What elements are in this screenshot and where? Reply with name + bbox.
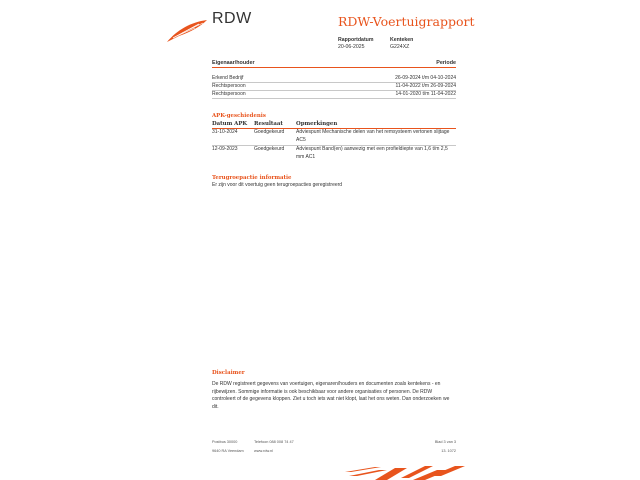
owner-name: Rechtspersoon <box>212 91 246 97</box>
footer-phone: Telefoon 088 008 74 47 <box>254 440 294 444</box>
owner-period: 26-09-2024 t/m 04-10-2024 <box>395 75 456 81</box>
disclaimer-text: De RDW registreert gegevens van voertuigen, eigenaren/houders en documenten zoals kentekens - en rijbewijzen. Sommige informatie is ook beschikbaar voor andere organisaties of personen. De RDW controleert of de gegevens kloppen. Ziet u toch iets wat niet klopt, laat het ons weten. Dan onderzoeken we dit. <box>212 381 450 410</box>
period-column-header: Periode <box>436 60 456 66</box>
apk-date: 31-10-2024 <box>212 129 238 135</box>
rdw-feather-logo-icon <box>165 18 209 44</box>
footer-postbus: Postbus 30000 <box>212 440 238 444</box>
brand-name: RDW <box>212 10 252 27</box>
footer-web[interactable]: www.rdw.nl <box>254 449 273 453</box>
footer-postcode: 9640 RA Veendam <box>212 449 244 453</box>
report-date-value: 20-06-2025 <box>338 44 365 50</box>
row-divider <box>212 98 456 99</box>
apk-remarks: Adviespunt Mechanische delen van het remsysteem vertonen slijtage AC5 <box>296 129 450 143</box>
owner-period: 14-01-2020 t/m 11-04-2022 <box>395 91 456 97</box>
owners-header-rule <box>212 67 456 68</box>
apk-row <box>212 129 456 145</box>
apk-result: Goedgekeurd <box>254 146 285 152</box>
apk-remarks: Adviespunt Band(en) aanwezig met een profieldiepte van 1,6 t/m 2,5 mm AC1 <box>296 146 448 160</box>
recall-section-title: Terugroepactie informatie <box>212 175 292 181</box>
owner-period: 11-04-2022 t/m 26-09-2024 <box>395 83 456 89</box>
page-title: RDW-Voertuigrapport <box>338 14 475 29</box>
plate-label: Kenteken <box>390 37 414 43</box>
apk-result-header: Resultaat <box>254 121 283 127</box>
apk-row <box>212 146 456 162</box>
plate-value: G224XZ <box>390 44 410 50</box>
apk-section-title: APK-geschiedenis <box>212 113 266 119</box>
rdw-stripes-logo-icon <box>345 464 465 480</box>
owner-name: Rechtspersoon <box>212 83 246 89</box>
disclaimer-title: Disclaimer <box>212 370 245 376</box>
owner-name: Erkend Bedrijf <box>212 75 244 81</box>
report-date-label: Rapportdatum <box>338 37 374 43</box>
apk-date-header: Datum APK <box>212 121 248 127</box>
footer-page-number: Blad 3 van 3 <box>434 440 456 444</box>
apk-remarks-header: Opmerkingen <box>296 121 338 127</box>
owner-column-header: Eigenaar/houder <box>212 60 255 66</box>
apk-result: Goedgekeurd <box>254 129 285 135</box>
footer-code: 13. 1072 <box>441 449 456 453</box>
apk-date: 12-09-2023 <box>212 146 238 152</box>
recall-text: Er zijn voor dit voertuig geen terugroepacties geregistreerd <box>212 182 343 188</box>
